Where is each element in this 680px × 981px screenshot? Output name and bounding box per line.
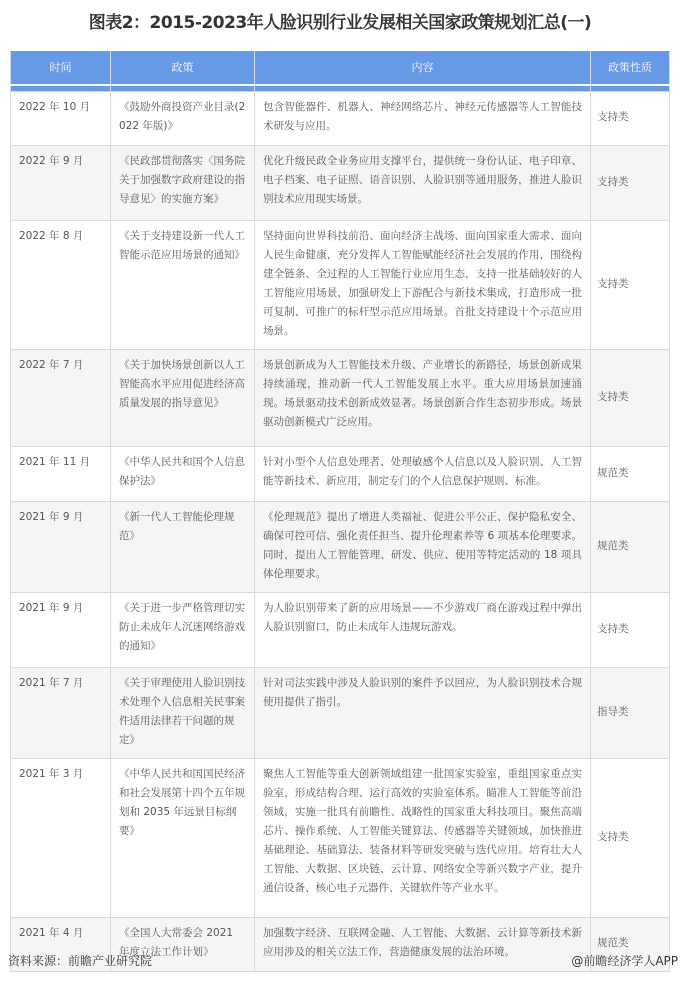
table-row: [11, 146, 670, 221]
source-note: 资料来源：前瞻产业研究院: [8, 954, 153, 968]
cell-nature: 支持类: [591, 92, 670, 146]
cell-nature: 规范类: [591, 502, 670, 593]
cell-date: 2022 年 7 月: [11, 350, 111, 447]
cell-policy: 《关于加快场景创新以人工智能高水平应用促进经济高质量发展的指导意见》: [111, 350, 255, 447]
cell-content: 针对司法实践中涉及人脸识别的案件予以回应，为人脸识别技术合规使用提供了指引。: [255, 668, 591, 759]
cell-policy: 《关于支持建设新一代人工智能示范应用场景的通知》: [111, 221, 255, 350]
cell-policy: 《鼓励外商投资产业目录(2022 年版)》: [111, 92, 255, 146]
table-row: [11, 350, 670, 447]
cell-nature: 支持类: [591, 759, 670, 918]
cell-date: 2022 年 8 月: [11, 221, 111, 350]
cell-date: 2021 年 3 月: [11, 759, 111, 918]
table-row: [11, 447, 670, 502]
cell-content: 《伦理规范》提出了增进人类福祉、促进公平公正、保护隐私安全、确保可控可信、强化责任担当、提升伦理素养等 6 项基本伦理要求。同时，提出人工智能管理、研发、供应、使用等特定活动的 18 项具体伦理要求。: [255, 502, 591, 593]
cell-date: 2021 年 11 月: [11, 447, 111, 502]
cell-nature: 支持类: [591, 593, 670, 668]
table-row: [11, 92, 670, 146]
page-title: 图表2：2015-2023年人脸识别行业发展相关国家政策规划汇总(一): [88, 13, 592, 33]
cell-nature: 支持类: [591, 146, 670, 221]
table-row: [11, 668, 670, 759]
cell-date: 2021 年 4 月: [11, 918, 111, 972]
cell-content: 聚焦人工智能等重大创新领域组建一批国家实验室，重组国家重点实验室，形成结构合理、运行高效的实验室体系。瞄准人工智能等前沿领域，实施一批具有前瞻性、战略性的国家重大科技项目。聚焦高端芯片、操作系统、人工智能关键算法、传感器等关键领域，加快推进基础理论、基础算法、装备材料等研发突破与迭代应用。培育壮大人工智能、大数据、区块链、云计算、网络安全等新兴数字产业，提升通信设备、核心电子元器件、关键软件等产业水平。: [255, 759, 591, 918]
cell-content: 加强数字经济、互联网金融、人工智能、大数据、云计算等新技术新应用涉及的相关立法工作，营造健康发展的法治环境。: [255, 918, 591, 972]
cell-nature: 规范类: [591, 447, 670, 502]
table-row: [11, 759, 670, 918]
table-header-row: [11, 51, 670, 85]
cell-nature: 指导类: [591, 668, 670, 759]
cell-date: 2021 年 9 月: [11, 593, 111, 668]
cell-policy: 《关于审理使用人脸识别技术处理个人信息相关民事案件适用法律若干问题的规定》: [111, 668, 255, 759]
cell-policy: 《关于进一步严格管理切实防止未成年人沉迷网络游戏的通知》: [111, 593, 255, 668]
cell-nature: 支持类: [591, 350, 670, 447]
cell-content: 优化升级民政全业务应用支撑平台，提供统一身份认证、电子印章、电子档案、电子证照、语音识别、人脸识别等通用服务，推进人脸识别技术应用现实场景。: [255, 146, 591, 221]
table-row: [11, 502, 670, 593]
header-content: 内容: [255, 51, 591, 85]
cell-date: 2021 年 7 月: [11, 668, 111, 759]
cell-policy: 《中华人民共和国个人信息保护法》: [111, 447, 255, 502]
cell-date: 2021 年 9 月: [11, 502, 111, 593]
cell-content: 包含智能器件、机器人、神经网络芯片、神经元传感器等人工智能技术研发与应用。: [255, 92, 591, 146]
cell-nature: 规范类: [591, 918, 670, 972]
cell-content: 场景创新成为人工智能技术升级、产业增长的新路径，场景创新成果持续涌现，推动新一代人工智能发展上水平。重大应用场景加速涌现。场景驱动技术创新成效显著。场景创新合作生态初步形成。场景驱动创新模式广泛应用。: [255, 350, 591, 447]
credit-note: @前瞻经济学人APP: [571, 954, 678, 968]
cell-date: 2022 年 10 月: [11, 92, 111, 146]
header-nature: 政策性质: [591, 51, 670, 85]
cell-content: 针对小型个人信息处理者、处理敏感个人信息以及人脸识别、人工智能等新技术、新应用，制定专门的个人信息保护规则、标准。: [255, 447, 591, 502]
header-date: 时间: [11, 51, 111, 85]
cell-policy: 《全国人大常委会 2021 年度立法工作计划》: [111, 918, 255, 972]
cell-nature: 支持类: [591, 221, 670, 350]
table-row: [11, 593, 670, 668]
policy-table: [10, 51, 670, 972]
cell-content: 为人脸识别带来了新的应用场景——不少游戏厂商在游戏过程中弹出人脸识别窗口，防止未成年人违规玩游戏。: [255, 593, 591, 668]
header-policy: 政策: [111, 51, 255, 85]
table-row: [11, 221, 670, 350]
cell-policy: 《民政部贯彻落实〈国务院关于加强数字政府建设的指导意见〉的实施方案》: [111, 146, 255, 221]
cell-policy: 《新一代人工智能伦理规范》: [111, 502, 255, 593]
cell-content: 坚持面向世界科技前沿、面向经济主战场、面向国家重大需求、面向人民生命健康，充分发挥人工智能赋能经济社会发展的作用，围绕构建全链条、全过程的人工智能行业应用生态，支持一批基础较好的人工智能应用场景，加强研发上下游配合与新技术集成，打造形成一批可复制、可推广的标杆型示范应用场景。首批支持建设十个示范应用场景。: [255, 221, 591, 350]
cell-date: 2022 年 9 月: [11, 146, 111, 221]
cell-policy: 《中华人民共和国国民经济和社会发展第十四个五年规划和 2035 年远景目标纲要》: [111, 759, 255, 918]
